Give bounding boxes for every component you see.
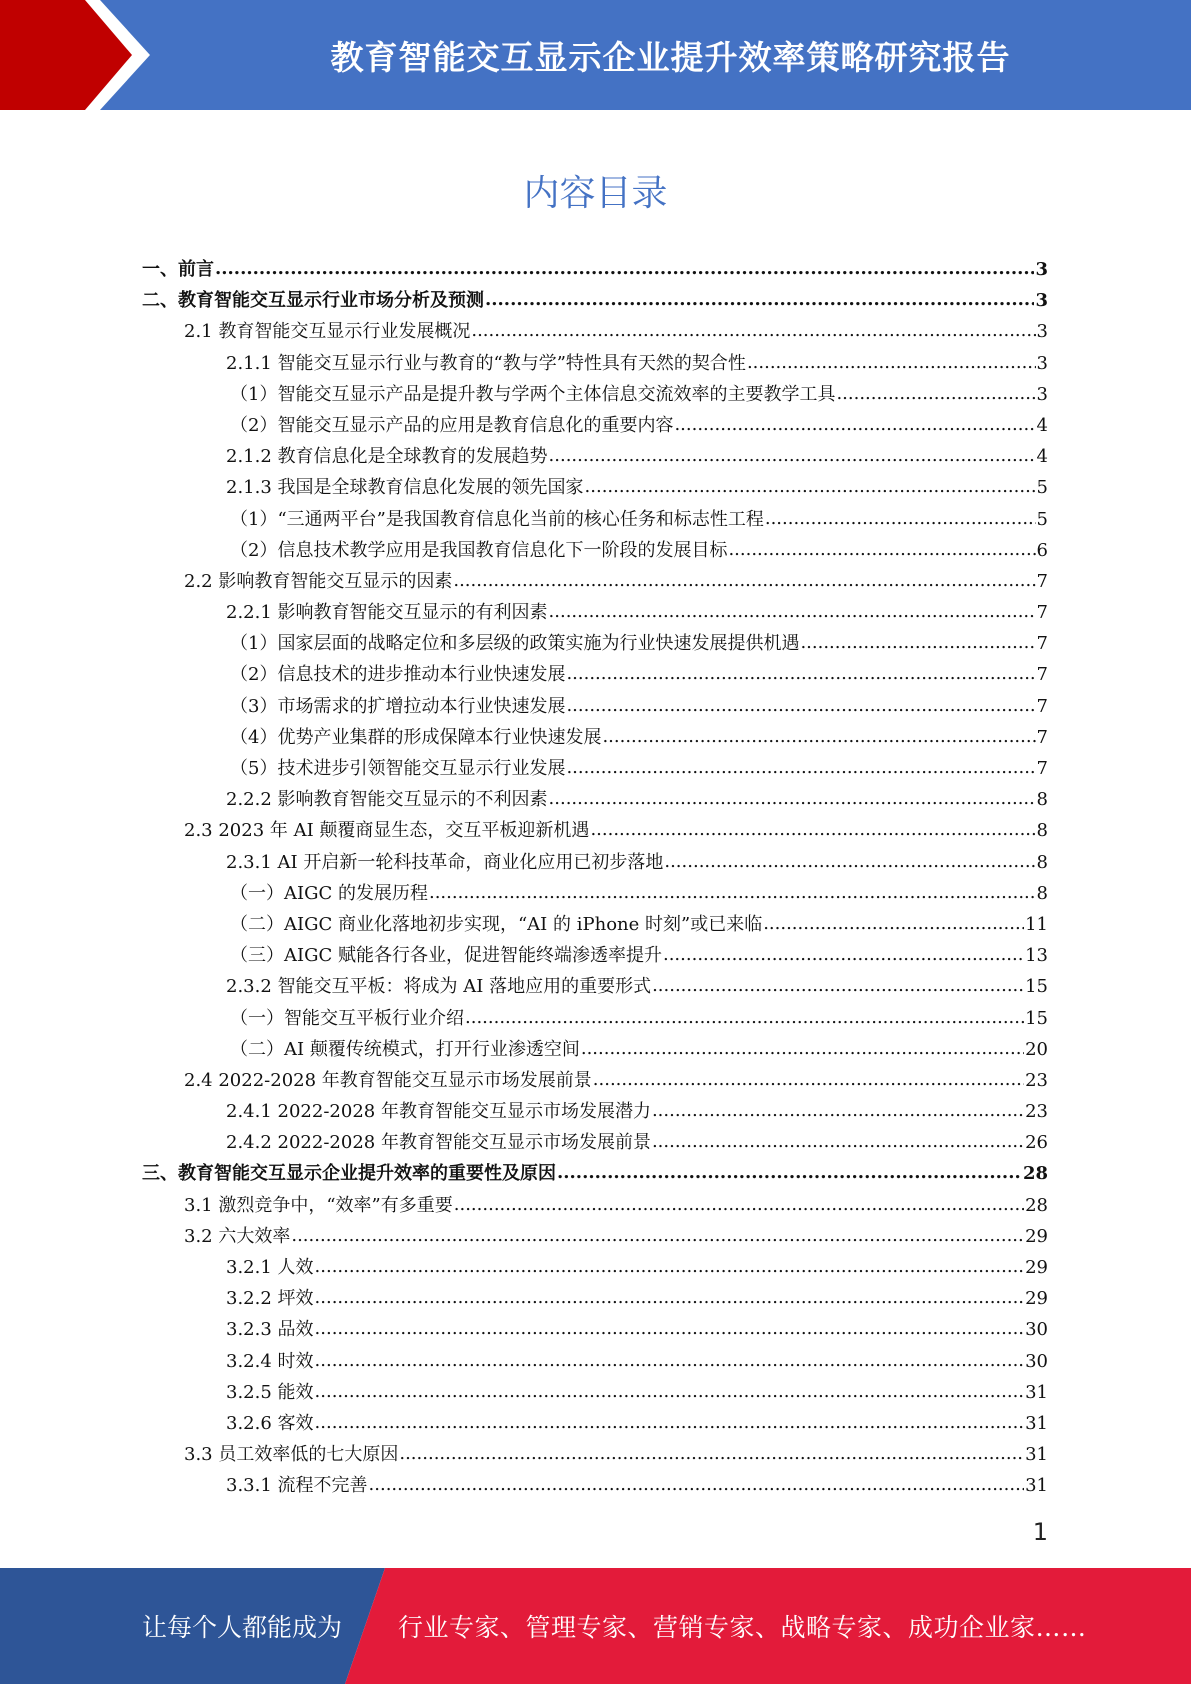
toc-entry-label: 2.1.3 我国是全球教育信息化发展的领先国家 xyxy=(226,477,584,499)
toc-entry[interactable] xyxy=(142,1127,1048,1158)
toc-entry-label: （三）AIGC 赋能各行各业，促进智能终端渗透率提升 xyxy=(230,945,662,967)
toc-entry-label: 3.2.6 客效 xyxy=(226,1412,314,1434)
toc-entry[interactable] xyxy=(142,691,1048,722)
toc-leader-dots xyxy=(652,1095,1024,1126)
toc-entry-label: 2.1.1 智能交互显示行业与教育的“教与学”特性具有天然的契合性 xyxy=(226,352,746,374)
toc-entry-label: （2）信息技术的进步推动本行业快速发展 xyxy=(230,664,566,686)
report-title: 教育智能交互显示企业提升效率策略研究报告 xyxy=(330,37,1011,77)
toc-entry-label: 2.1.2 教育信息化是全球教育的发展趋势 xyxy=(226,446,548,468)
toc-entry-page: 20 xyxy=(1025,1038,1048,1060)
toc-entry-label: （一）AIGC 的发展历程 xyxy=(230,882,428,904)
toc-entry[interactable] xyxy=(142,815,1048,846)
toc-entry-page: 23 xyxy=(1025,1101,1048,1123)
toc-entry-label: 3.3 员工效率低的七大原因 xyxy=(184,1444,399,1466)
toc-entry[interactable] xyxy=(142,1221,1048,1252)
toc-entry-label: 3.2.4 时效 xyxy=(226,1350,314,1372)
toc-entry-label: （1）国家层面的战略定位和多层级的政策实施为行业快速发展提供机遇 xyxy=(230,633,800,655)
toc-leader-dots xyxy=(557,1157,1022,1188)
toc-entry-page: 15 xyxy=(1025,976,1048,998)
toc-entry[interactable] xyxy=(142,971,1048,1002)
toc-entry-page: 7 xyxy=(1036,570,1048,592)
toc-entry-page: 7 xyxy=(1036,695,1048,717)
toc-entry[interactable] xyxy=(142,597,1048,628)
toc-entry-page: 3 xyxy=(1035,290,1048,312)
toc-leader-dots xyxy=(800,627,1035,658)
toc-entry-label: 2.2.2 影响教育智能交互显示的不利因素 xyxy=(226,789,548,811)
toc-entry-label: 2.2 影响教育智能交互显示的因素 xyxy=(184,570,453,592)
toc-entry-label: 一、前言 xyxy=(142,259,214,280)
toc-entry-page: 8 xyxy=(1036,789,1048,811)
toc-leader-dots xyxy=(485,284,1034,315)
toc-entry-page: 7 xyxy=(1036,664,1048,686)
toc-leader-dots xyxy=(581,1033,1024,1064)
toc-entry-label: 2.3.1 AI 开启新一轮科技革命，商业化应用已初步落地 xyxy=(226,851,664,873)
toc-entry-label: 2.1 教育智能交互显示行业发展概况 xyxy=(184,321,471,343)
toc-entry-label: （二）AI 颠覆传统模式，打开行业渗透空间 xyxy=(230,1038,580,1060)
toc-entry[interactable] xyxy=(142,566,1048,597)
toc-entry[interactable] xyxy=(142,1314,1048,1345)
toc-entry[interactable] xyxy=(142,472,1048,503)
header-banner xyxy=(0,0,1191,110)
toc-entry[interactable] xyxy=(142,1190,1048,1221)
toc-entry[interactable] xyxy=(142,504,1048,535)
footer-banner xyxy=(0,1568,1191,1684)
toc-entry-page: 4 xyxy=(1036,446,1048,468)
toc-leader-dots xyxy=(836,378,1035,409)
toc-leader-dots xyxy=(315,1313,1025,1344)
toc-entry-page: 8 xyxy=(1036,882,1048,904)
toc-leader-dots xyxy=(315,1251,1025,1282)
toc-entry-label: 2.2.1 影响教育智能交互显示的有利因素 xyxy=(226,602,548,624)
toc-entry[interactable] xyxy=(142,753,1048,784)
toc-leader-dots xyxy=(566,690,1035,721)
toc-leader-dots xyxy=(369,1469,1025,1500)
table-of-contents xyxy=(142,254,1048,1502)
toc-entry-page: 3 xyxy=(1035,259,1048,280)
toc-entry-page: 3 xyxy=(1036,352,1048,374)
toc-leader-dots xyxy=(663,939,1024,970)
toc-leader-dots xyxy=(315,1345,1025,1376)
toc-entry[interactable] xyxy=(142,784,1048,815)
toc-entry-page: 28 xyxy=(1022,1163,1048,1185)
toc-leader-dots xyxy=(590,814,1035,845)
toc-entry-page: 30 xyxy=(1025,1350,1048,1372)
toc-entry[interactable] xyxy=(142,628,1048,659)
toc-entry-label: 3.2 六大效率 xyxy=(184,1225,291,1247)
toc-leader-dots xyxy=(471,315,1035,346)
toc-entry[interactable] xyxy=(142,1065,1048,1096)
toc-entry-page: 29 xyxy=(1025,1225,1048,1247)
toc-entry[interactable] xyxy=(142,441,1048,472)
toc-entry-label: （一）智能交互平板行业介绍 xyxy=(230,1007,464,1029)
toc-entry[interactable] xyxy=(142,1408,1048,1439)
toc-heading: 内容目录 xyxy=(523,173,668,214)
toc-leader-dots xyxy=(652,970,1024,1001)
toc-entry-label: （2）智能交互显示产品的应用是教育信息化的重要内容 xyxy=(230,414,674,436)
toc-leader-dots xyxy=(763,908,1024,939)
toc-entry-page: 31 xyxy=(1025,1412,1048,1434)
toc-entry-page: 7 xyxy=(1036,726,1048,748)
toc-entry[interactable] xyxy=(142,1034,1048,1065)
toc-entry-label: 3.3.1 流程不完善 xyxy=(226,1475,368,1497)
toc-entry-page: 31 xyxy=(1025,1381,1048,1403)
toc-leader-dots xyxy=(593,1064,1024,1095)
toc-entry-page: 3 xyxy=(1036,321,1048,343)
toc-leader-dots xyxy=(765,503,1036,534)
toc-entry-page: 7 xyxy=(1036,633,1048,655)
toc-entry[interactable] xyxy=(142,659,1048,690)
toc-entry-page: 13 xyxy=(1025,945,1048,967)
toc-entry-label: 二、教育智能交互显示行业市场分析及预测 xyxy=(142,290,484,312)
toc-entry-page: 29 xyxy=(1025,1288,1048,1310)
toc-entry[interactable] xyxy=(142,1158,1048,1189)
toc-entry[interactable] xyxy=(142,1470,1048,1501)
toc-entry-page: 7 xyxy=(1036,602,1048,624)
toc-leader-dots xyxy=(315,1376,1025,1407)
toc-entry-label: 2.4.1 2022-2028 年教育智能交互显示市场发展潜力 xyxy=(226,1101,651,1123)
toc-leader-dots xyxy=(566,658,1035,689)
toc-entry-label: 2.4 2022-2028 年教育智能交互显示市场发展前景 xyxy=(184,1069,592,1091)
toc-entry-label: （二）AIGC 商业化落地初步实现，“AI 的 iPhone 时刻”或已来临 xyxy=(230,913,763,935)
toc-leader-dots xyxy=(215,253,1034,284)
toc-leader-dots xyxy=(747,347,1036,378)
toc-entry-page: 30 xyxy=(1025,1319,1048,1341)
toc-entry[interactable] xyxy=(142,1377,1048,1408)
toc-entry[interactable] xyxy=(142,285,1048,316)
toc-entry-label: （5）技术进步引领智能交互显示行业发展 xyxy=(230,758,566,779)
toc-entry[interactable] xyxy=(142,410,1048,441)
toc-entry[interactable] xyxy=(142,535,1048,566)
toc-entry-page: 5 xyxy=(1036,508,1048,530)
toc-entry-page: 8 xyxy=(1036,820,1048,842)
toc-entry-label: 三、教育智能交互显示企业提升效率的重要性及原因 xyxy=(142,1163,556,1185)
toc-entry-label: （1）“三通两平台”是我国教育信息化当前的核心任务和标志性工程 xyxy=(230,508,764,530)
footer-slogan-right: 行业专家、管理专家、营销专家、战略专家、成功企业家…… xyxy=(398,1613,1087,1642)
toc-entry-label: （4）优势产业集群的形成保障本行业快速发展 xyxy=(230,726,602,748)
toc-entry-label: 3.2.3 品效 xyxy=(226,1319,314,1341)
toc-leader-dots xyxy=(549,440,1036,471)
toc-entry-label: （3）市场需求的扩增拉动本行业快速发展 xyxy=(230,695,566,717)
toc-entry[interactable] xyxy=(142,1283,1048,1314)
toc-leader-dots xyxy=(315,1282,1025,1313)
toc-entry[interactable] xyxy=(142,1003,1048,1034)
footer-slogan-left: 让每个人都能成为 xyxy=(142,1613,343,1642)
toc-entry[interactable] xyxy=(142,847,1048,878)
toc-entry[interactable] xyxy=(142,940,1048,971)
toc-entry-label: 3.2.2 坪效 xyxy=(226,1288,314,1310)
toc-leader-dots xyxy=(549,783,1036,814)
toc-entry[interactable] xyxy=(142,1346,1048,1377)
toc-entry-label: （1）智能交互显示产品是提升教与学两个主体信息交流效率的主要教学工具 xyxy=(230,383,836,405)
toc-leader-dots xyxy=(602,721,1035,752)
toc-entry-page: 29 xyxy=(1025,1257,1048,1278)
toc-entry-page: 31 xyxy=(1025,1475,1048,1497)
toc-entry-label: 3.2.1 人效 xyxy=(226,1257,314,1278)
header-chevron-icon xyxy=(0,0,150,110)
toc-leader-dots xyxy=(315,1407,1025,1438)
page-number: 1 xyxy=(1032,1518,1048,1546)
toc-leader-dots xyxy=(465,1002,1024,1033)
toc-leader-dots xyxy=(585,471,1036,502)
toc-leader-dots xyxy=(674,409,1035,440)
toc-entry-page: 7 xyxy=(1036,758,1048,779)
toc-entry-label: （2）信息技术教学应用是我国教育信息化下一阶段的发展目标 xyxy=(230,539,728,561)
toc-leader-dots xyxy=(291,1220,1024,1251)
toc-entry-label: 2.4.2 2022-2028 年教育智能交互显示市场发展前景 xyxy=(226,1132,651,1154)
toc-entry-page: 8 xyxy=(1036,851,1048,873)
toc-leader-dots xyxy=(566,752,1035,783)
toc-entry-page: 5 xyxy=(1036,477,1048,499)
toc-entry[interactable] xyxy=(142,1252,1048,1283)
toc-entry-page: 3 xyxy=(1036,383,1048,405)
toc-entry-page: 28 xyxy=(1025,1194,1048,1216)
toc-leader-dots xyxy=(549,596,1036,627)
toc-entry-page: 31 xyxy=(1025,1444,1048,1466)
toc-entry[interactable] xyxy=(142,348,1048,379)
toc-entry-label: 3.1 激烈竞争中，“效率”有多重要 xyxy=(184,1194,453,1216)
toc-entry-page: 4 xyxy=(1036,414,1048,436)
toc-leader-dots xyxy=(399,1438,1024,1469)
toc-entry-page: 11 xyxy=(1025,913,1048,935)
toc-entry-page: 15 xyxy=(1025,1007,1048,1029)
toc-leader-dots xyxy=(664,846,1035,877)
toc-entry-page: 26 xyxy=(1025,1132,1048,1154)
toc-leader-dots xyxy=(454,1189,1024,1220)
toc-leader-dots xyxy=(453,565,1035,596)
toc-leader-dots xyxy=(728,534,1035,565)
toc-entry[interactable] xyxy=(142,878,1048,909)
toc-entry[interactable] xyxy=(142,722,1048,753)
toc-entry-label: 2.3.2 智能交互平板：将成为 AI 落地应用的重要形式 xyxy=(226,976,652,998)
toc-entry[interactable] xyxy=(142,254,1048,285)
toc-entry[interactable] xyxy=(142,909,1048,940)
toc-leader-dots xyxy=(429,877,1036,908)
toc-entry[interactable] xyxy=(142,1439,1048,1470)
toc-entry[interactable] xyxy=(142,1096,1048,1127)
toc-entry-label: 2.3 2023 年 AI 颠覆商显生态，交互平板迎新机遇 xyxy=(184,820,590,842)
toc-entry[interactable] xyxy=(142,379,1048,410)
toc-entry-page: 23 xyxy=(1025,1069,1048,1091)
toc-entry-label: 3.2.5 能效 xyxy=(226,1381,314,1403)
toc-leader-dots xyxy=(652,1126,1024,1157)
toc-entry[interactable] xyxy=(142,316,1048,347)
toc-entry-page: 6 xyxy=(1036,539,1048,561)
